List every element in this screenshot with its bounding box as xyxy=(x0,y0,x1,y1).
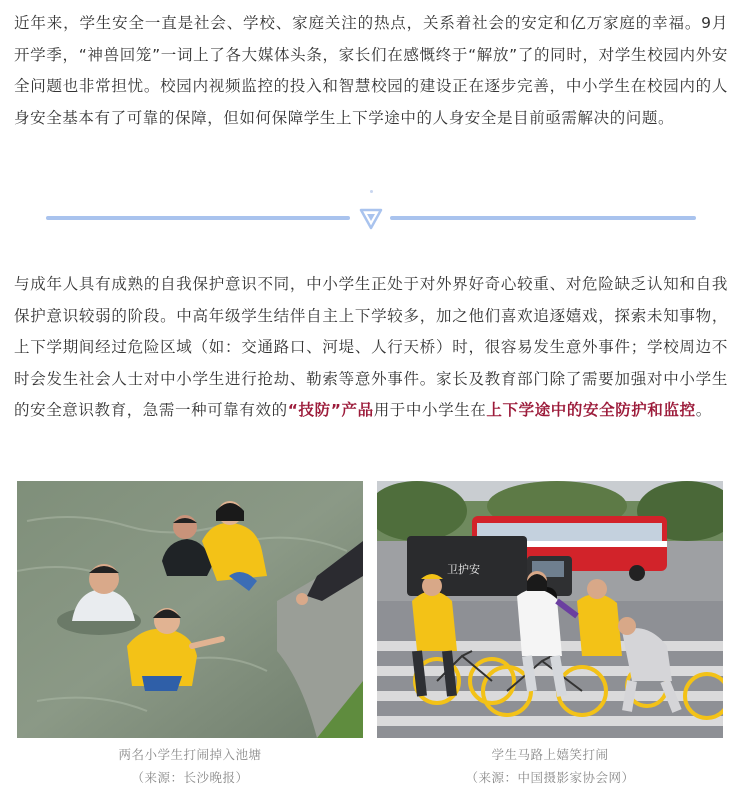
divider-line-right xyxy=(390,216,696,220)
photo-caption-street: 学生马路上嬉笑打闹 xyxy=(491,747,609,762)
body-text-1: 与成年人具有成熟的自我保护意识不同，中小学生正处于对外界好奇心较重、对危险缺乏认知和自我保护意识较弱的阶段。中高年级学生结伴自主上下学较多，加之他们喜欢追逐嬉戏，探索未知事物，上下学期间经过危险区域（如：交通路口、河堤、人行天桥）时，很容易发生意外事件；学校周边不时会发生社会人士对中小学生进行抢劫、勒索等意外事件。家长及教育部门除了需要加强对中小学生的安全意识教育，急需一种可靠有效的 xyxy=(14,275,728,419)
intro-paragraph: 近年来，学生安全一直是社会、学校、家庭关注的热点，关系着社会的安定和亿万家庭的幸福。9月开学季，“神兽回笼”一词上了各大媒体头条，家长们在感慨终于“解放”了的同时，对学生校园内外安全问题也非常担忧。校园内视频监控的投入和智慧校园的建设正在逐步完善，中小学生在校园内的人身安全基本有了可靠的保障，但如何保障学生上下学途中的人身安全是目前亟需解决的问题。 xyxy=(14,14,728,127)
decorative-dot xyxy=(370,190,373,193)
section-divider xyxy=(0,203,740,233)
truck-text: 卫护安 xyxy=(447,563,480,576)
body-text-2: 用于中小学生在 xyxy=(373,401,487,419)
photo-source-pond: （来源：长沙晚报） xyxy=(131,770,249,785)
highlight-commute-safety: 上下学途中的安全防护和监控 xyxy=(486,401,696,419)
street-photo xyxy=(377,481,723,738)
divider-line-left xyxy=(46,216,350,220)
street-illustration xyxy=(377,481,723,738)
pond-photo xyxy=(17,481,363,738)
photo-caption-pond: 两名小学生打闹掉入池塘 xyxy=(118,747,262,762)
body-paragraph xyxy=(14,269,728,427)
triangle-down-icon xyxy=(358,206,384,232)
body-text-3: 。 xyxy=(695,401,712,419)
pond-illustration xyxy=(17,481,363,738)
photo-source-street: （来源：中国摄影家协会网） xyxy=(465,770,635,785)
highlight-tech-defense: “技防”产品 xyxy=(287,401,374,419)
